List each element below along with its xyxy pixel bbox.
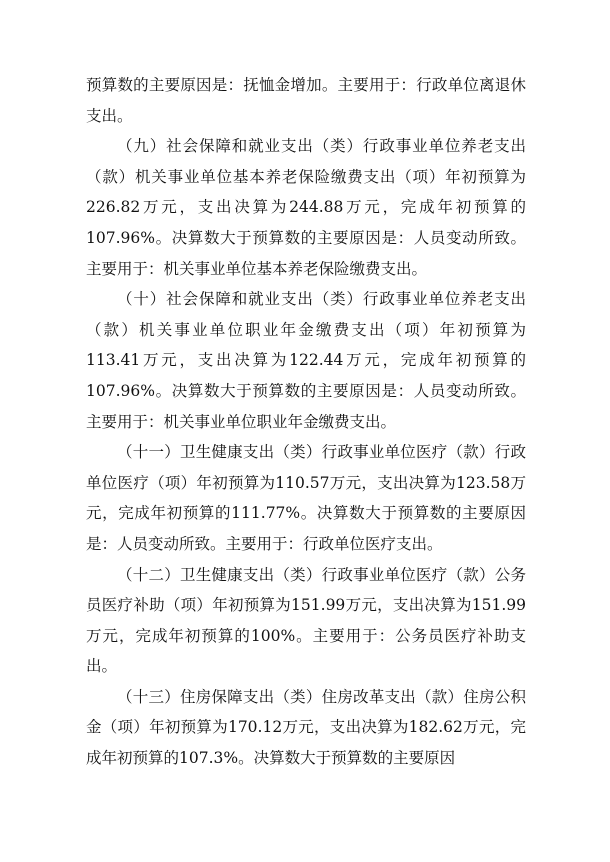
- paragraph-item-10: （十）社会保障和就业支出（类）行政事业单位养老支出（款）机关事业单位职业年金缴费支出（项）年初预算为113.41万元，支出决算为122.44万元，完成年初预算的107.96%。决算数大于预算数的主要原因是：人员变动所致。主要用于：机关事业单位职业年金缴费支出。: [86, 290, 526, 431]
- paragraph-continuation: 预算数的主要原因是：抚恤金增加。主要用于：行政单位离退休支出。: [86, 76, 526, 125]
- document-body: [86, 70, 526, 774]
- paragraph-item-13: （十三）住房保障支出（类）住房改革支出（款）住房公积金（项）年初预算为170.12万元，支出决算为182.62万元，完成年初预算的107.3%。决算数大于预算数的主要原因: [86, 687, 526, 768]
- paragraph-item-9: （九）社会保障和就业支出（类）行政事业单位养老支出（款）机关事业单位基本养老保险缴费支出（项）年初预算为226.82万元，支出决算为244.88万元，完成年初预算的107.96%。决算数大于预算数的主要原因是：人员变动所致。主要用于：机关事业单位基本养老保险缴费支出。: [86, 137, 526, 278]
- paragraph-item-12: （十二）卫生健康支出（类）行政事业单位医疗（款）公务员医疗补助（项）年初预算为151.99万元，支出决算为151.99万元，完成年初预算的100%。主要用于：公务员医疗补助支出。: [86, 565, 526, 676]
- paragraph-item-11: （十一）卫生健康支出（类）行政事业单位医疗（款）行政单位医疗（项）年初预算为110.57万元，支出决算为123.58万元，完成年初预算的111.77%。决算数大于预算数的主要原因是：人员变动所致。主要用于：行政单位医疗支出。: [86, 443, 526, 553]
